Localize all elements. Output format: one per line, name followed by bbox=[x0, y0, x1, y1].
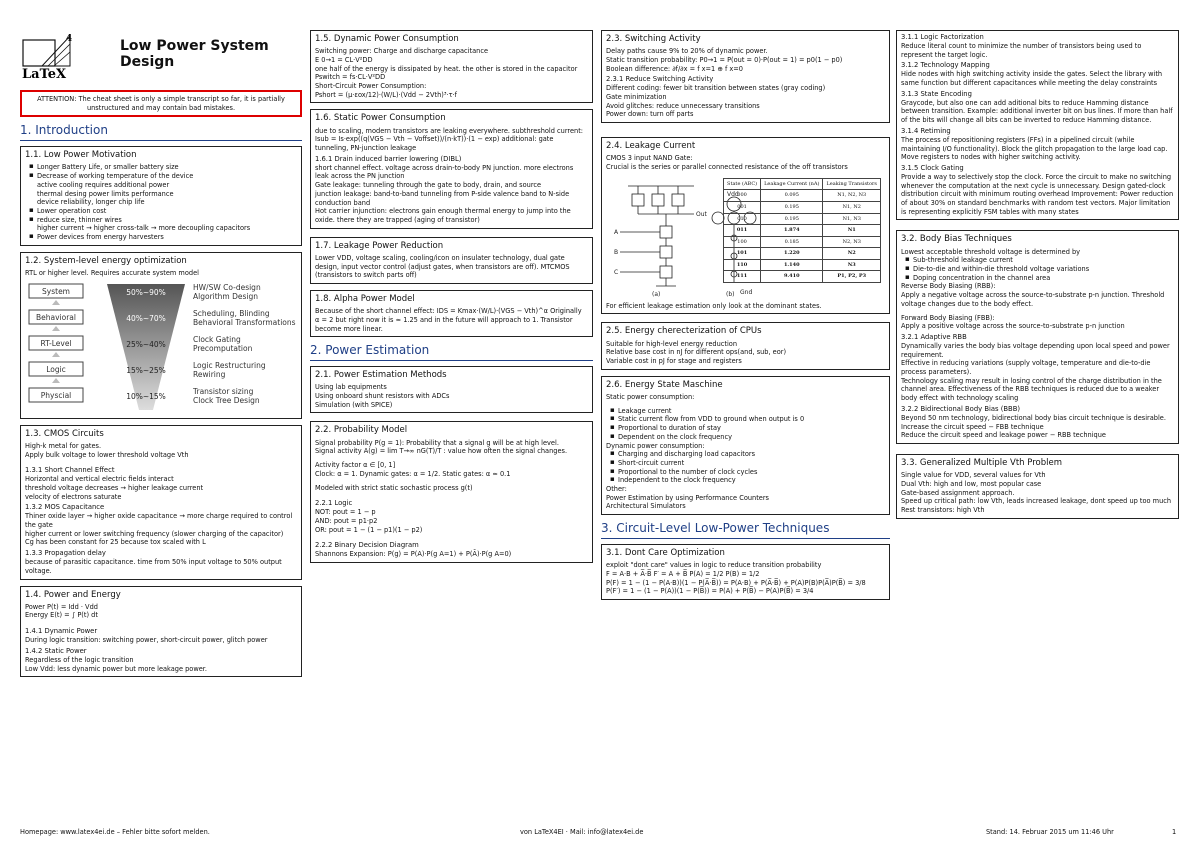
box-title: 3.1. Dont Care Optimization bbox=[606, 547, 725, 558]
subsection-title: 1.4.1 Dynamic Power bbox=[25, 627, 98, 636]
table-cell: N2, N3 bbox=[823, 236, 881, 248]
text-line: AND: pout = p1·p2 bbox=[315, 516, 378, 525]
text-line: Static power consumption: bbox=[606, 392, 695, 401]
logo-text: LaTeX bbox=[22, 67, 67, 82]
table-cell: 0.095 bbox=[761, 190, 823, 202]
list-item: ▪ Proportional to duration of stay bbox=[618, 424, 885, 433]
list-item: ▪ Static current flow from VDD to ground when output is 0 bbox=[618, 415, 885, 424]
list-item: ▪ Charging and discharging load capacitors bbox=[618, 450, 885, 459]
input-a-label: A bbox=[614, 228, 619, 236]
footer-homepage: Homepage: www.latex4ei.de – Fehler bitte sofort melden. bbox=[20, 828, 210, 836]
box-static-power bbox=[310, 109, 593, 228]
text-line: Apply a positive voltage across the source-to-substrate p-n junction bbox=[901, 322, 1125, 331]
text-line: Cg has been constant for 25 because tox scaled with L bbox=[25, 538, 206, 547]
body-bias-list bbox=[901, 256, 1174, 282]
column-3 bbox=[601, 30, 890, 606]
box-switching-activity bbox=[601, 30, 890, 123]
text-line: Gate leakage: tunneling through the gate to body, drain, and source bbox=[315, 181, 542, 190]
table-cell: 010 bbox=[724, 213, 761, 225]
text-line: threshold voltage decreases → higher leakage current bbox=[25, 484, 204, 492]
text-line: Single value for VDD, several values for Vth bbox=[901, 471, 1046, 480]
text-line: one half of the energy is dissipated by heat. the other is stored in the capacitor bbox=[315, 64, 578, 73]
text-line: Signal probability P(g = 1): Probability that a signal g will be at high level. bbox=[315, 438, 559, 447]
table-cell: 9.410 bbox=[761, 271, 823, 283]
text-line: Delay paths cause 9% to 20% of dynamic power. bbox=[606, 47, 768, 56]
text-line: Power P(t) = Idd · Vdd bbox=[25, 602, 98, 611]
text-line: CMOS 3 input NAND Gate: bbox=[606, 154, 693, 163]
box-title: 1.6. Static Power Consumption bbox=[315, 113, 446, 124]
subsection-title: 3.1.1 Logic Factorization bbox=[901, 33, 984, 41]
text-line: P(F) = 1 − (1 − P(A·B))(1 − P(A̅·B̅)) = P(A·B) + P(A̅·B̅) + P(A)P(B)P(A̅)P(B̅) = 3/8 bbox=[606, 578, 866, 587]
text-line: exploit "dont care" values in logic to reduce transition probability bbox=[606, 561, 822, 570]
text-line: Power down: turn off parts bbox=[606, 110, 694, 119]
fig-b-label: (b) bbox=[726, 290, 735, 298]
technique-label: Clock Gating bbox=[193, 334, 241, 344]
subsection-title: 3.1.2 Technology Mapping bbox=[901, 61, 990, 70]
text-line: Apply a negative voltage across the source-to-substrate p-n junction. Threshold voltage changes due to the body effect. bbox=[901, 291, 1165, 308]
text-line: Modeled with strict static sochastic process g(t) bbox=[315, 483, 473, 492]
technique-label: Transistor sizing bbox=[193, 386, 254, 396]
text-line: High-k metal for gates. bbox=[25, 441, 102, 450]
text-line: Using lab equipments bbox=[315, 383, 387, 392]
subsection-title: 1.4.2 Static Power bbox=[25, 646, 87, 655]
text-line: Activity factor α ∈ [0, 1] bbox=[315, 461, 396, 470]
text-line: Other: bbox=[606, 485, 627, 494]
text-line: F = A·B + A̅·B̅ F′ = A + B̅ P(A) = 1/2 P(B) = 1/2 bbox=[606, 569, 760, 578]
box-title: 2.6. Energy State Maschine bbox=[606, 379, 723, 390]
text-line: Simulation (with SPICE) bbox=[315, 400, 393, 409]
text-line: Signal activity A(g) = lim T→∞ nG(T)/T : value how often the signal changes. bbox=[315, 447, 568, 456]
text-line: because of parasitic capacitance. time from 50% input voltage to 50% output voltage. bbox=[25, 558, 282, 575]
system-level-diagram bbox=[25, 280, 297, 415]
subsection-title: 3.1.3 State Encoding bbox=[901, 89, 972, 98]
list-item: ▪ Die-to-die and within-die threshold voltage variations bbox=[913, 265, 1174, 274]
text-line: higher current or lower switching frequency (slower charging of the capacitor) bbox=[25, 529, 284, 538]
text-line: thermal desing power limits performance bbox=[37, 189, 174, 198]
text-line: Short-Circuit Power Consumption: bbox=[315, 82, 427, 91]
table-cell: 000 bbox=[724, 190, 761, 202]
text-line: RTL or higher level. Requires accurate system model bbox=[25, 269, 199, 277]
table-cell: N1, N2, N3 bbox=[823, 190, 881, 202]
box-title: 1.1. Low Power Motivation bbox=[25, 150, 137, 161]
box-title: 3.3. Generalized Multiple Vth Problem bbox=[901, 457, 1063, 468]
text-line: Relative base cost in nJ for different ops(and, sub, eor) bbox=[606, 348, 787, 357]
text-line: Switching power: Charge and discharge capacitance bbox=[315, 47, 488, 56]
text-line: velocity of electrons saturate bbox=[25, 492, 122, 501]
list-item: ▪ Proportional to the number of clock cycles bbox=[618, 468, 885, 477]
subsection-title: 2.3.1 Reduce Switching Activity bbox=[606, 75, 714, 84]
technique-label: Logic Restructuring bbox=[193, 360, 266, 370]
subsection-title: 1.3.3 Propagation delay bbox=[25, 549, 106, 558]
dynamic-list bbox=[606, 450, 885, 485]
table-row bbox=[724, 236, 881, 248]
list-item: ▪ Doping concentration in the channel area bbox=[913, 274, 1174, 283]
box-logic-optimization bbox=[896, 30, 1179, 220]
text-line: P(F′) = 1 − (1 − P(A))(1 − P(B̅)) = P(A) + P(B̅) − P(A)P(B̅) = 3/4 bbox=[606, 587, 814, 596]
text-line: Technology scaling may result in losing control of the charge distribution in the channel area. Effectiveness of the RBB techniques is reduced due to a weaker body effect with technology scaling bbox=[901, 376, 1162, 403]
table-cell: 001 bbox=[724, 201, 761, 213]
list-item: ▪ Sub-threshold leakage current bbox=[913, 256, 1174, 265]
table-cell: N1, N3 bbox=[823, 213, 881, 225]
text-line: Increase the circuit speed − FBB technique bbox=[901, 422, 1044, 431]
table-cell: 101 bbox=[724, 248, 761, 260]
box-energy-characterization bbox=[601, 322, 890, 369]
text-line: Rest transistors: high Vth bbox=[901, 505, 985, 514]
list-item: ▪ Leakage current bbox=[618, 407, 885, 416]
list-item: ▪ Power devices from energy harvesters bbox=[37, 233, 297, 242]
subsection-title: 3.1.5 Clock Gating bbox=[901, 163, 964, 172]
subsection-title: 1.6.1 Drain induced barrier lowering (DIBL) bbox=[315, 154, 462, 163]
list-item: ▪ Decrease of working temperature of the device bbox=[37, 172, 297, 181]
technique-label: Clock Tree Design bbox=[193, 395, 260, 405]
text-line: Forward Body Biasing (FBB): bbox=[901, 313, 995, 322]
leakage-table bbox=[723, 178, 881, 283]
figure-caption: For efficient leakage estimation only look at the dominant states. bbox=[606, 301, 822, 310]
svg-text:4: 4 bbox=[66, 34, 73, 44]
section-circuit-level: 3. Circuit-Level Low-Power Techniques bbox=[601, 521, 890, 539]
text-line: Beyond 50 nm technology, bidirectional body bias circuit technique is desirable. bbox=[901, 413, 1166, 422]
text-line: higher current → higher cross-talk → more decoupling capacitors bbox=[37, 224, 251, 233]
out-label: Out bbox=[696, 210, 707, 218]
nand-figure bbox=[606, 172, 885, 302]
motivation-list-2 bbox=[25, 207, 297, 224]
table-cell: 1.220 bbox=[761, 248, 823, 260]
level-behavioral: Behavioral bbox=[36, 312, 76, 322]
column-2 bbox=[310, 30, 593, 569]
text-line: Crucial is the series or parallel connected resistance of the off transistors bbox=[606, 163, 848, 172]
text-line: Dual Vth: high and low, most popular case bbox=[901, 479, 1042, 488]
table-cell: 1.140 bbox=[761, 259, 823, 271]
text-line: Effective in reducing variations (supply voltage, temperature and die-to-die process parameters). bbox=[901, 359, 1151, 377]
text-line: Hot carrier injunction: electrons gain enough thermal energy to jump into the oxide. there they are trapped (aging of transistor) bbox=[315, 207, 571, 224]
latex4ei-logo bbox=[20, 30, 78, 82]
text-line: Hide nodes with high switching activity inside the gates. Select the library with same function but different capacitances while meeting the delay constraints bbox=[901, 70, 1163, 88]
table-cell: P1, P2, P3 bbox=[823, 271, 881, 283]
footer-mail: von LaTeX4EI · Mail: info@latex4ei.de bbox=[520, 828, 644, 836]
level-physical: Physcial bbox=[40, 390, 72, 400]
box-estimation-methods bbox=[310, 366, 593, 413]
text-line: device reliability, longer chip life bbox=[37, 198, 145, 207]
text-line: E 0→1 = CL·V²DD bbox=[315, 55, 373, 64]
box-low-power-motivation bbox=[20, 146, 302, 246]
text-line: Gate minimization bbox=[606, 93, 667, 101]
list-item: ▪ Dependent on the clock frequency bbox=[618, 433, 885, 442]
table-cell: 0.185 bbox=[761, 236, 823, 248]
text-line: Reduce the circuit speed and leakage power − RBB technique bbox=[901, 431, 1106, 440]
box-title: 1.7. Leakage Power Reduction bbox=[315, 240, 444, 251]
fig-a-label: (a) bbox=[652, 290, 661, 298]
table-row bbox=[724, 225, 881, 237]
box-multiple-vth bbox=[896, 454, 1179, 519]
page-number: 1 bbox=[1172, 828, 1177, 836]
box-leakage-reduction bbox=[310, 237, 593, 284]
text-line: NOT: pout = 1 − p bbox=[315, 508, 376, 517]
text-line: short channel effect. voltage across drain-to-body PN junction. more electrons leak across the PN junction bbox=[315, 163, 574, 181]
box-title: 1.2. System-level energy optimization bbox=[25, 255, 187, 266]
text-line: Horizontal and vertical electric fields interact bbox=[25, 475, 174, 484]
text-line: Because of the short channel effect: IDS = Kmax·(W/L)·(VGS − Vth)^α Originally α = 2 but right now it is ≈ 1.25 and in the future will approach to 1. Transistor become more linear. bbox=[315, 307, 582, 333]
input-c-label: C bbox=[614, 268, 619, 276]
percent-label: 10%~15% bbox=[126, 391, 166, 401]
text-line: Provide a way to selectively stop the clock. Force the circuit to make no switching whenever the computation at the next cycle is unnecessary. Design gated-clock distribution circuit with minimum routing overhead Improvement: Power reduction of about 30% on standard benchmarks with random test vectors. Major limitation is representing explicitly FSM tables with many states bbox=[901, 172, 1174, 216]
section-introduction: 1. Introduction bbox=[20, 123, 302, 141]
percent-label: 50%~90% bbox=[126, 287, 166, 297]
table-cell: 1.874 bbox=[761, 225, 823, 237]
static-list bbox=[606, 407, 885, 442]
level-logic: Logic bbox=[46, 364, 66, 374]
technique-label: Behavioral Transformations bbox=[193, 317, 296, 327]
box-power-energy bbox=[20, 586, 302, 678]
box-title: 1.3. CMOS Circuits bbox=[25, 428, 104, 439]
percent-label: 40%~70% bbox=[126, 313, 166, 323]
subsection-title: 1.3.1 Short Channel Effect bbox=[25, 466, 115, 475]
technique-label: Scheduling, Blinding bbox=[193, 308, 270, 318]
table-header: State (ABC) bbox=[724, 178, 761, 190]
box-title: 2.3. Switching Activity bbox=[606, 34, 701, 44]
text-line: junction leakage: band-to-band tunneling from P-side valence band to N-side conduction band bbox=[315, 189, 570, 207]
table-row bbox=[724, 213, 881, 225]
technique-label: Precomputation bbox=[193, 343, 253, 353]
text-line: Variable cost in pJ for stage and registers bbox=[606, 357, 742, 366]
text-line: Dynamically varies the body bias voltage depending upon local speed and power requirement. bbox=[901, 341, 1170, 359]
title-line-2: Design bbox=[120, 54, 175, 71]
text-line: Using onboard shunt resistors with ADCs bbox=[315, 392, 450, 401]
table-cell: 011 bbox=[724, 225, 761, 237]
gnd-label: Gnd bbox=[740, 288, 753, 296]
box-title: 1.5. Dynamic Power Consumption bbox=[315, 34, 459, 44]
text-line: Clock: α = 1. Dynamic gates: α = 1/2. Static gates: α ≈ 0.1 bbox=[315, 469, 511, 478]
input-b-label: B bbox=[614, 248, 619, 256]
table-cell: N3 bbox=[823, 259, 881, 271]
attention-notice: ATTENTION: The cheat sheet is only a simple transcript so far, it is partially unstructured and may contain bad mistakes. bbox=[20, 90, 302, 117]
text-line: Reduce literal count to minimize the number of transistors being used to represent the target logic. bbox=[901, 41, 1142, 59]
text-line: Lower VDD, voltage scaling, cooling/icon on insulater technology, dual gate design, input vector control (adjust gates, when transistors are off). MTCMOS (transistors to switch parts off) bbox=[315, 253, 570, 280]
subsection-title: 2.2.2 Binary Decision Diagram bbox=[315, 541, 419, 550]
box-energy-state-machine bbox=[601, 376, 890, 515]
text-line: active cooling requires additional power bbox=[37, 180, 170, 189]
text-line: Avoid glitches: reduce unnecessary transitions bbox=[606, 101, 760, 110]
table-cell: 110 bbox=[724, 259, 761, 271]
list-item: ▪ Independent to the clock frequency bbox=[618, 476, 885, 485]
table-header: Leakage Current (nA) bbox=[761, 178, 823, 190]
box-title: 1.4. Power and Energy bbox=[25, 589, 121, 600]
text-line: Gate-based assignment approach. bbox=[901, 488, 1015, 497]
text-line: Boolean difference: ∂f/∂x = f x=1 ⊕ f x=0 bbox=[606, 64, 743, 73]
motivation-list bbox=[25, 163, 297, 180]
box-title: 2.1. Power Estimation Methods bbox=[315, 370, 447, 381]
title-line-1: Low Power System bbox=[120, 38, 269, 54]
column-4 bbox=[896, 30, 1179, 525]
table-cell: N1 bbox=[823, 225, 881, 237]
list-item: ▪ Lower operation cost bbox=[37, 207, 297, 216]
subsection-title: 1.3.2 MOS Capacitance bbox=[25, 503, 105, 512]
footer-date: Stand: 14. Februar 2015 um 11:46 Uhr bbox=[986, 828, 1114, 836]
level-system: System bbox=[42, 286, 70, 296]
box-body-bias bbox=[896, 230, 1179, 444]
box-leakage-current bbox=[601, 137, 890, 314]
text-line: Apply bulk voltage to lower threshold voltage Vth bbox=[25, 450, 189, 459]
text-line: Power Estimation by using Performance Counters bbox=[606, 493, 769, 502]
text-line: Pshort = (μ·εox/12)·(W/L)·(Vdd − 2Vth)³·τ·f bbox=[315, 90, 457, 99]
text-line: Dynamic power consumption: bbox=[606, 441, 705, 450]
text-line: OR: pout = 1 − (1 − p1)(1 − p2) bbox=[315, 525, 423, 534]
percent-label: 25%~40% bbox=[126, 339, 166, 349]
level-rt: RT-Level bbox=[40, 338, 72, 348]
subsection-title: 3.1.4 Retiming bbox=[901, 126, 951, 135]
table-row bbox=[724, 271, 881, 283]
subsection-title: 3.2.2 Bidirectional Body Bias (BBB) bbox=[901, 404, 1021, 413]
list-item: ▪ reduce size, thinner wires bbox=[37, 216, 297, 225]
text-line: Pswitch = fs·CL·V²DD bbox=[315, 73, 386, 82]
table-row bbox=[724, 190, 881, 202]
subsection-title: 2.2.1 Logic bbox=[315, 499, 353, 508]
text-line: Energy E(t) = ∫ P(t) dt bbox=[25, 611, 98, 620]
table-cell: N1, N2 bbox=[823, 201, 881, 213]
motivation-list-3 bbox=[25, 233, 297, 242]
box-title: 2.4. Leakage Current bbox=[606, 141, 696, 152]
table-row bbox=[724, 259, 881, 271]
list-item: ▪ Short-circuit current bbox=[618, 459, 885, 468]
table-header: Leaking Transistors bbox=[823, 178, 881, 190]
section-power-estimation: 2. Power Estimation bbox=[310, 343, 593, 361]
subsection-title: 3.2.1 Adaptive RBB bbox=[901, 332, 967, 341]
text-line: Architectural Simulators bbox=[606, 502, 686, 511]
text-line: Graycode, but also one can add aditional bits to reduce Hamming distance between transition. Example: additional inverter bit on bus lines. If more than half of the bits will change all bits can be inverted to reduce Hamming distance. bbox=[901, 98, 1173, 125]
list-item: ▪ Longer Battery Life, or smaller battery size bbox=[37, 163, 297, 172]
text-line: Thiner oxide layer → higher oxide capacitance → more charge required to control the gate bbox=[25, 512, 293, 530]
box-probability-model bbox=[310, 421, 593, 562]
motivation-sub bbox=[25, 181, 297, 207]
technique-label: Algorithm Design bbox=[193, 291, 259, 301]
text-line: Reverse Body Biasing (RBB): bbox=[901, 282, 996, 291]
technique-label: Rewiring bbox=[193, 369, 226, 379]
text-line: Regardless of the logic transition bbox=[25, 655, 134, 664]
table-cell: N2 bbox=[823, 248, 881, 260]
text-line: Suitable for high-level energy reduction bbox=[606, 339, 737, 348]
text-line: Different coding: fewer bit transition between states (gray coding) bbox=[606, 84, 826, 93]
table-row bbox=[724, 248, 881, 260]
box-title: 2.5. Energy cherecterization of CPUs bbox=[606, 326, 762, 337]
box-title: 1.8. Alpha Power Model bbox=[315, 293, 415, 304]
text-line: Low Vdd: less dynamic power but more leakage power. bbox=[25, 664, 207, 673]
text-line: Speed up critical path: low Vth, leads increased leakage, dont speed up too much bbox=[901, 497, 1172, 506]
table-row bbox=[724, 201, 881, 213]
text-line: Shannons Expansion: P(g) = P(A)·P(g A=1) + P(Ā)·P(g A=0) bbox=[315, 550, 512, 559]
header bbox=[20, 30, 302, 86]
table-cell: 100 bbox=[724, 236, 761, 248]
box-cmos-circuits bbox=[20, 425, 302, 580]
percent-label: 15%~25% bbox=[126, 365, 166, 375]
text-line: Static transition probability: P0→1 = P(out = 0)·P(out = 1) = p0(1 − p0) bbox=[606, 55, 843, 64]
box-alpha-power bbox=[310, 290, 593, 337]
box-dont-care bbox=[601, 544, 890, 600]
box-system-level bbox=[20, 252, 302, 419]
column-1 bbox=[20, 30, 302, 683]
text-line: Lowest acceptable threshold voltage is determined by bbox=[901, 247, 1081, 256]
text-line: The process of repositioning registers (FFs) in a pipelined circuit (while maintaining I/O functionality). Block the glitch propagation to the large load cap. Move registers to nodes with higher switching activity. bbox=[901, 135, 1168, 162]
page-title bbox=[120, 38, 269, 70]
technique-label: HW/SW Co-design bbox=[193, 282, 261, 292]
text-line: During logic transition: switching power, short-circuit power, glitch power bbox=[25, 636, 268, 645]
table-cell: 0.195 bbox=[761, 213, 823, 225]
box-title: 2.2. Probability Model bbox=[315, 425, 408, 436]
box-title: 3.2. Body Bias Techniques bbox=[901, 234, 1012, 245]
box-dynamic-power bbox=[310, 30, 593, 103]
table-cell: 0.195 bbox=[761, 201, 823, 213]
vdd-label: Vdd bbox=[727, 190, 739, 198]
text-line: due to scaling, modern transistors are leaking everywhere. subthreshold current: Isub = Is·exp((q(VGS − Vth − Voffset))/(n·kT))·(1 − exp) additional: gate tunneling, PN-junction leakage bbox=[315, 126, 584, 153]
table-cell: 111 bbox=[724, 271, 761, 283]
